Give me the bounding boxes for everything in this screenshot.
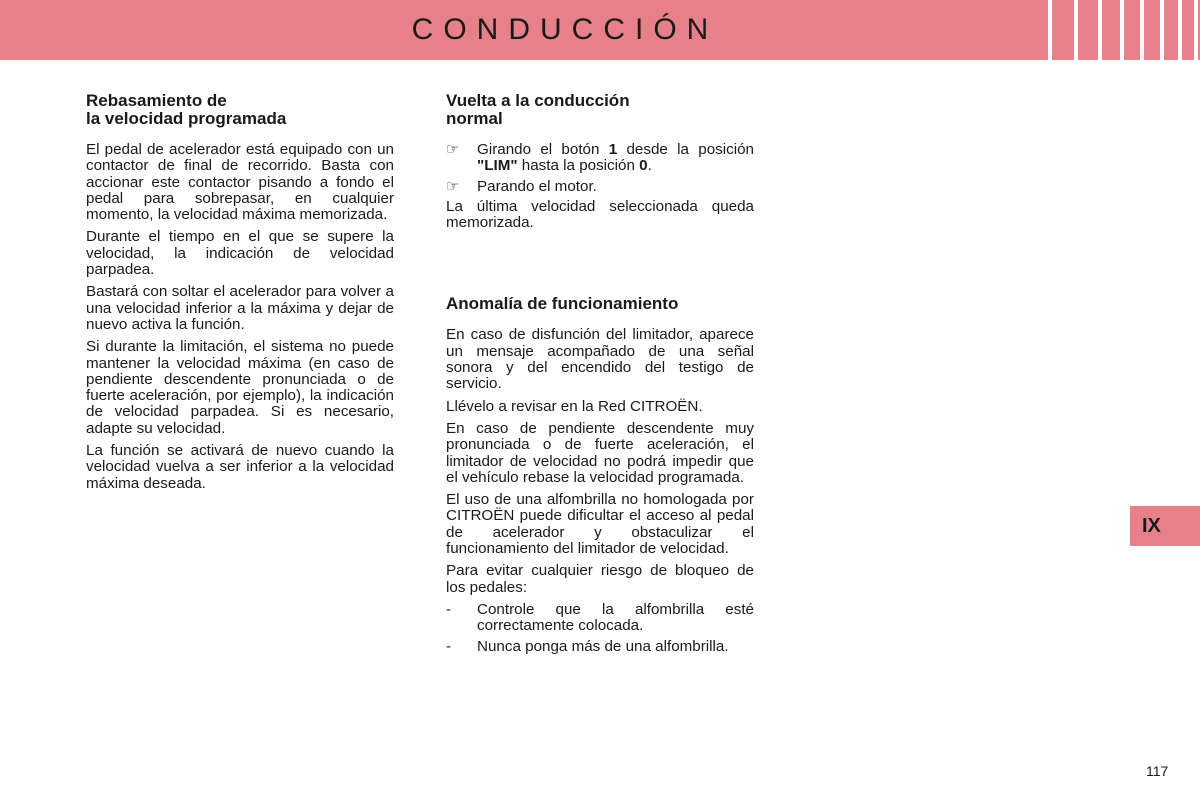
paragraph: Bastará con soltar el acelerador para volver a una velocidad inferior a la máxima y dejar de nuevo activa la función. <box>86 283 394 333</box>
right-column <box>446 92 754 659</box>
dash-marker: - <box>446 600 451 618</box>
dash-text: Controle que la alfombrilla esté correctamente colocada. <box>477 600 754 635</box>
section-heading-rebasamiento: Rebasamiento de la velocidad programada <box>86 91 287 128</box>
paragraph: Durante el tiempo en el que se supere la velocidad, la indicación de velocidad parpadea. <box>86 228 394 279</box>
bullet-item <box>446 179 754 195</box>
dash-item <box>446 639 754 655</box>
pointing-hand-icon: ☞ <box>446 177 460 195</box>
page-title: CONDUCCIÓN <box>411 13 719 46</box>
paragraph: El uso de una alfombrilla no homologada por CITROËN puede dificultar el acceso al pedal de acelerador y obstaculizar el funcionamiento del limitador de velocidad. <box>446 491 754 558</box>
pointing-hand-icon: ☞ <box>446 141 460 158</box>
paragraph: La última velocidad seleccionada queda memorizada. <box>446 197 754 232</box>
paragraph: Para evitar cualquier riesgo de bloqueo de los pedales: <box>446 562 754 596</box>
section-heading-vuelta: Vuelta a la conducción normal <box>446 91 630 128</box>
bullet-text: Girando el botón 1 desde la posición "LIM" hasta la posición 0. <box>477 141 754 175</box>
paragraph: Si durante la limitación, el sistema no puede mantener la velocidad máxima (en caso de pendiente descendente pronunciada o de fuerte aceleración, por ejemplo), la indicación de velocidad parpadea. Si es necesario, adapte su velocidad. <box>86 338 394 437</box>
bullet-item <box>446 142 754 175</box>
dash-text: Nunca ponga más de una alfombrilla. <box>477 637 729 655</box>
paragraph: La función se activará de nuevo cuando la velocidad vuelva a ser inferior a la velocidad máxima deseada. <box>86 442 394 492</box>
chapter-tab: IX <box>1130 506 1200 546</box>
paragraph: El pedal de acelerador está equipado con un contactor de final de recorrido. Basta con accionar este contactor pisando a fondo el pedal para sobrepasar, en cualquier momento, la velocidad máxima memorizada. <box>86 141 394 224</box>
header-bar <box>0 0 1200 60</box>
paragraph: En caso de pendiente descendente muy pronunciada o de fuerte aceleración, el limitador de velocidad no podrá impedir que el vehículo rebase la velocidad programada. <box>446 419 754 486</box>
dash-marker: - <box>446 637 451 655</box>
section-heading-anomalia: Anomalía de funcionamiento <box>446 294 679 314</box>
paragraph: En caso de disfunción del limitador, aparece un mensaje acompañado de una señal sonora y del encendido del testigo de servicio. <box>446 326 754 393</box>
bullet-text: Parando el motor. <box>477 177 597 195</box>
dash-item <box>446 602 754 635</box>
page-number: 117 <box>1146 763 1169 779</box>
left-column <box>86 92 394 498</box>
paragraph: Llévelo a revisar en la Red CITROËN. <box>446 397 703 415</box>
